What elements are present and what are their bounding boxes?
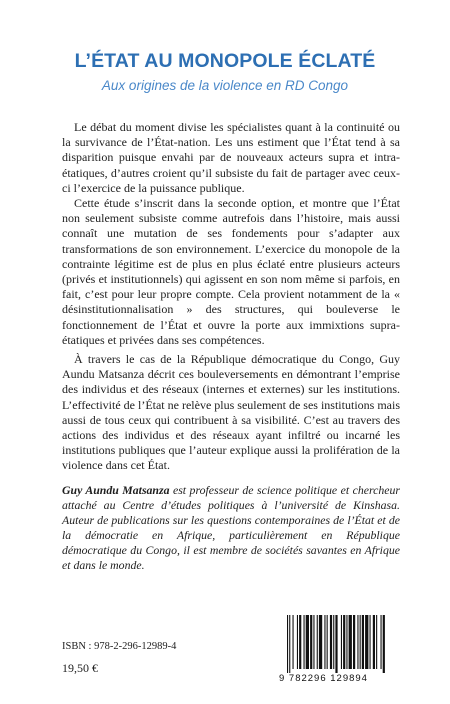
summary-text	[62, 120, 400, 474]
book-subtitle: Aux origines de la violence en RD Congo	[101, 78, 349, 93]
barcode-icon	[283, 615, 401, 673]
summary-paragraph-1: Le débat du moment divise les spécialistes quant à la continuité ou la survivance de l’État-nation. Les uns estiment que l’État tend à sa disparition puisque envahi par de nouveaux acteurs supra et intra-étatiques, d’autres croient qu’il subsiste du fait de partager avec ceux-ci l’exercice de la puissance publique.	[62, 120, 400, 195]
summary-paragraph-3: À travers le cas de la République démocratique du Congo, Guy Aundu Matsanza décrit ces bouleversements en démontrant l’emprise des individus et des réseaux (internes et externes) sur les institutions. L’effectivité de l’État ne relève plus seulement de ses institutions mais aussi de tous ceux qui contribuent à sa visibilité. C’est au travers des actions des individus et des réseaux ayant infiltré ou incarné les institutions publiques que l’auteur explique aussi la prolifération de la violence dans cet État.	[62, 352, 400, 473]
isbn: ISBN : 978-2-296-12989-4	[62, 641, 177, 652]
author-name: Guy Aundu Matsanza	[62, 483, 170, 497]
author-bio	[62, 483, 400, 573]
price: 19,50 €	[62, 661, 98, 675]
summary-paragraph-2: Cette étude s’inscrit dans la seconde option, et montre que l’État non seulement subsiste comme autrefois dans l’histoire, mais aussi connaît une mutation de ses fondements pour s’adapter aux transformations de son environnement. L’exercice du monopole de la contrainte légitime est de plus en plus éclaté entre plusieurs acteurs (privés et institutionnels) qui agissent en son nom même si parfois, en fait, c’est pour leur propre compte. Cela provient notamment de la « désinstitutionnalisation » des structures, qui bouleverse le fonctionnement de l’État et ouvre la porte aux immixtions supra-étatiques et privées dans ses compétences.	[62, 196, 400, 347]
book-title: L’ÉTAT AU MONOPOLE ÉCLATÉ	[74, 50, 376, 72]
author-bio-text: est professeur de science politique et chercheur attaché au Centre d’études politiques à l’université de Kinshasa. Auteur de publications sur les questions contemporaines de l’État et de la démocratie en Afrique, particulièrement en République démocratique du Congo, il est membre de sociétés savantes en Afrique et dans le monde.	[62, 483, 400, 572]
barcode-number: 9 782296 129894	[279, 673, 368, 684]
